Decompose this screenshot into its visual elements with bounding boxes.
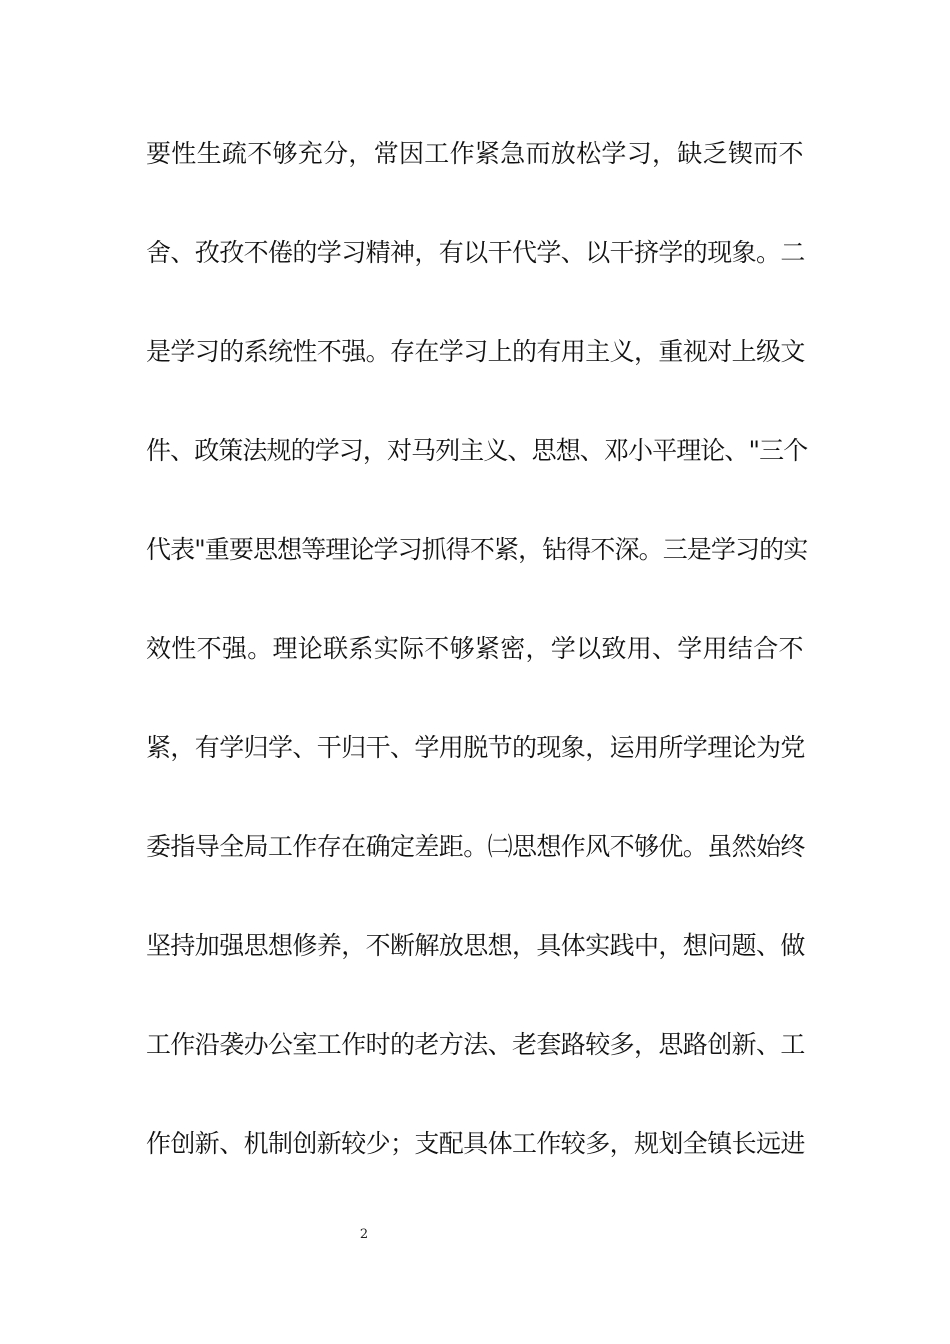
text-line: 坚持加强思想修养，不断解放思想，具体实践中，想问题、做 — [146, 931, 805, 960]
text-line: 紧，有学归学、干归干、学用脱节的现象，运用所学理论为党 — [146, 733, 805, 762]
page-number: 2 — [359, 1227, 369, 1242]
text-line: 是学习的系统性不强。存在学习上的有用主义，重视对上级文 — [146, 337, 805, 366]
body-text — [146, 128, 806, 1217]
text-line: 件、政策法规的学习，对马列主义、思想、邓小平理论、"三个 — [146, 436, 808, 465]
text-line: 要性生疏不够充分，常因工作紧急而放松学习，缺乏锲而不 — [146, 139, 804, 168]
text-line: 工作沿袭办公室工作时的老方法、老套路较多，思路创新、工 — [146, 1030, 805, 1059]
text-line: 代表"重要思想等理论学习抓得不紧，钻得不深。三是学习的实 — [146, 535, 808, 564]
text-line: 委指导全局工作存在确定差距。㈡思想作风不够优。虽然始终 — [146, 832, 805, 861]
text-line: 作创新、机制创新较少；支配具体工作较多，规划全镇长远进 — [146, 1129, 805, 1158]
text-line: 舍、孜孜不倦的学习精神，有以干代学、以干挤学的现象。二 — [146, 238, 805, 267]
text-line: 效性不强。理论联系实际不够紧密，学以致用、学用结合不 — [146, 634, 804, 663]
